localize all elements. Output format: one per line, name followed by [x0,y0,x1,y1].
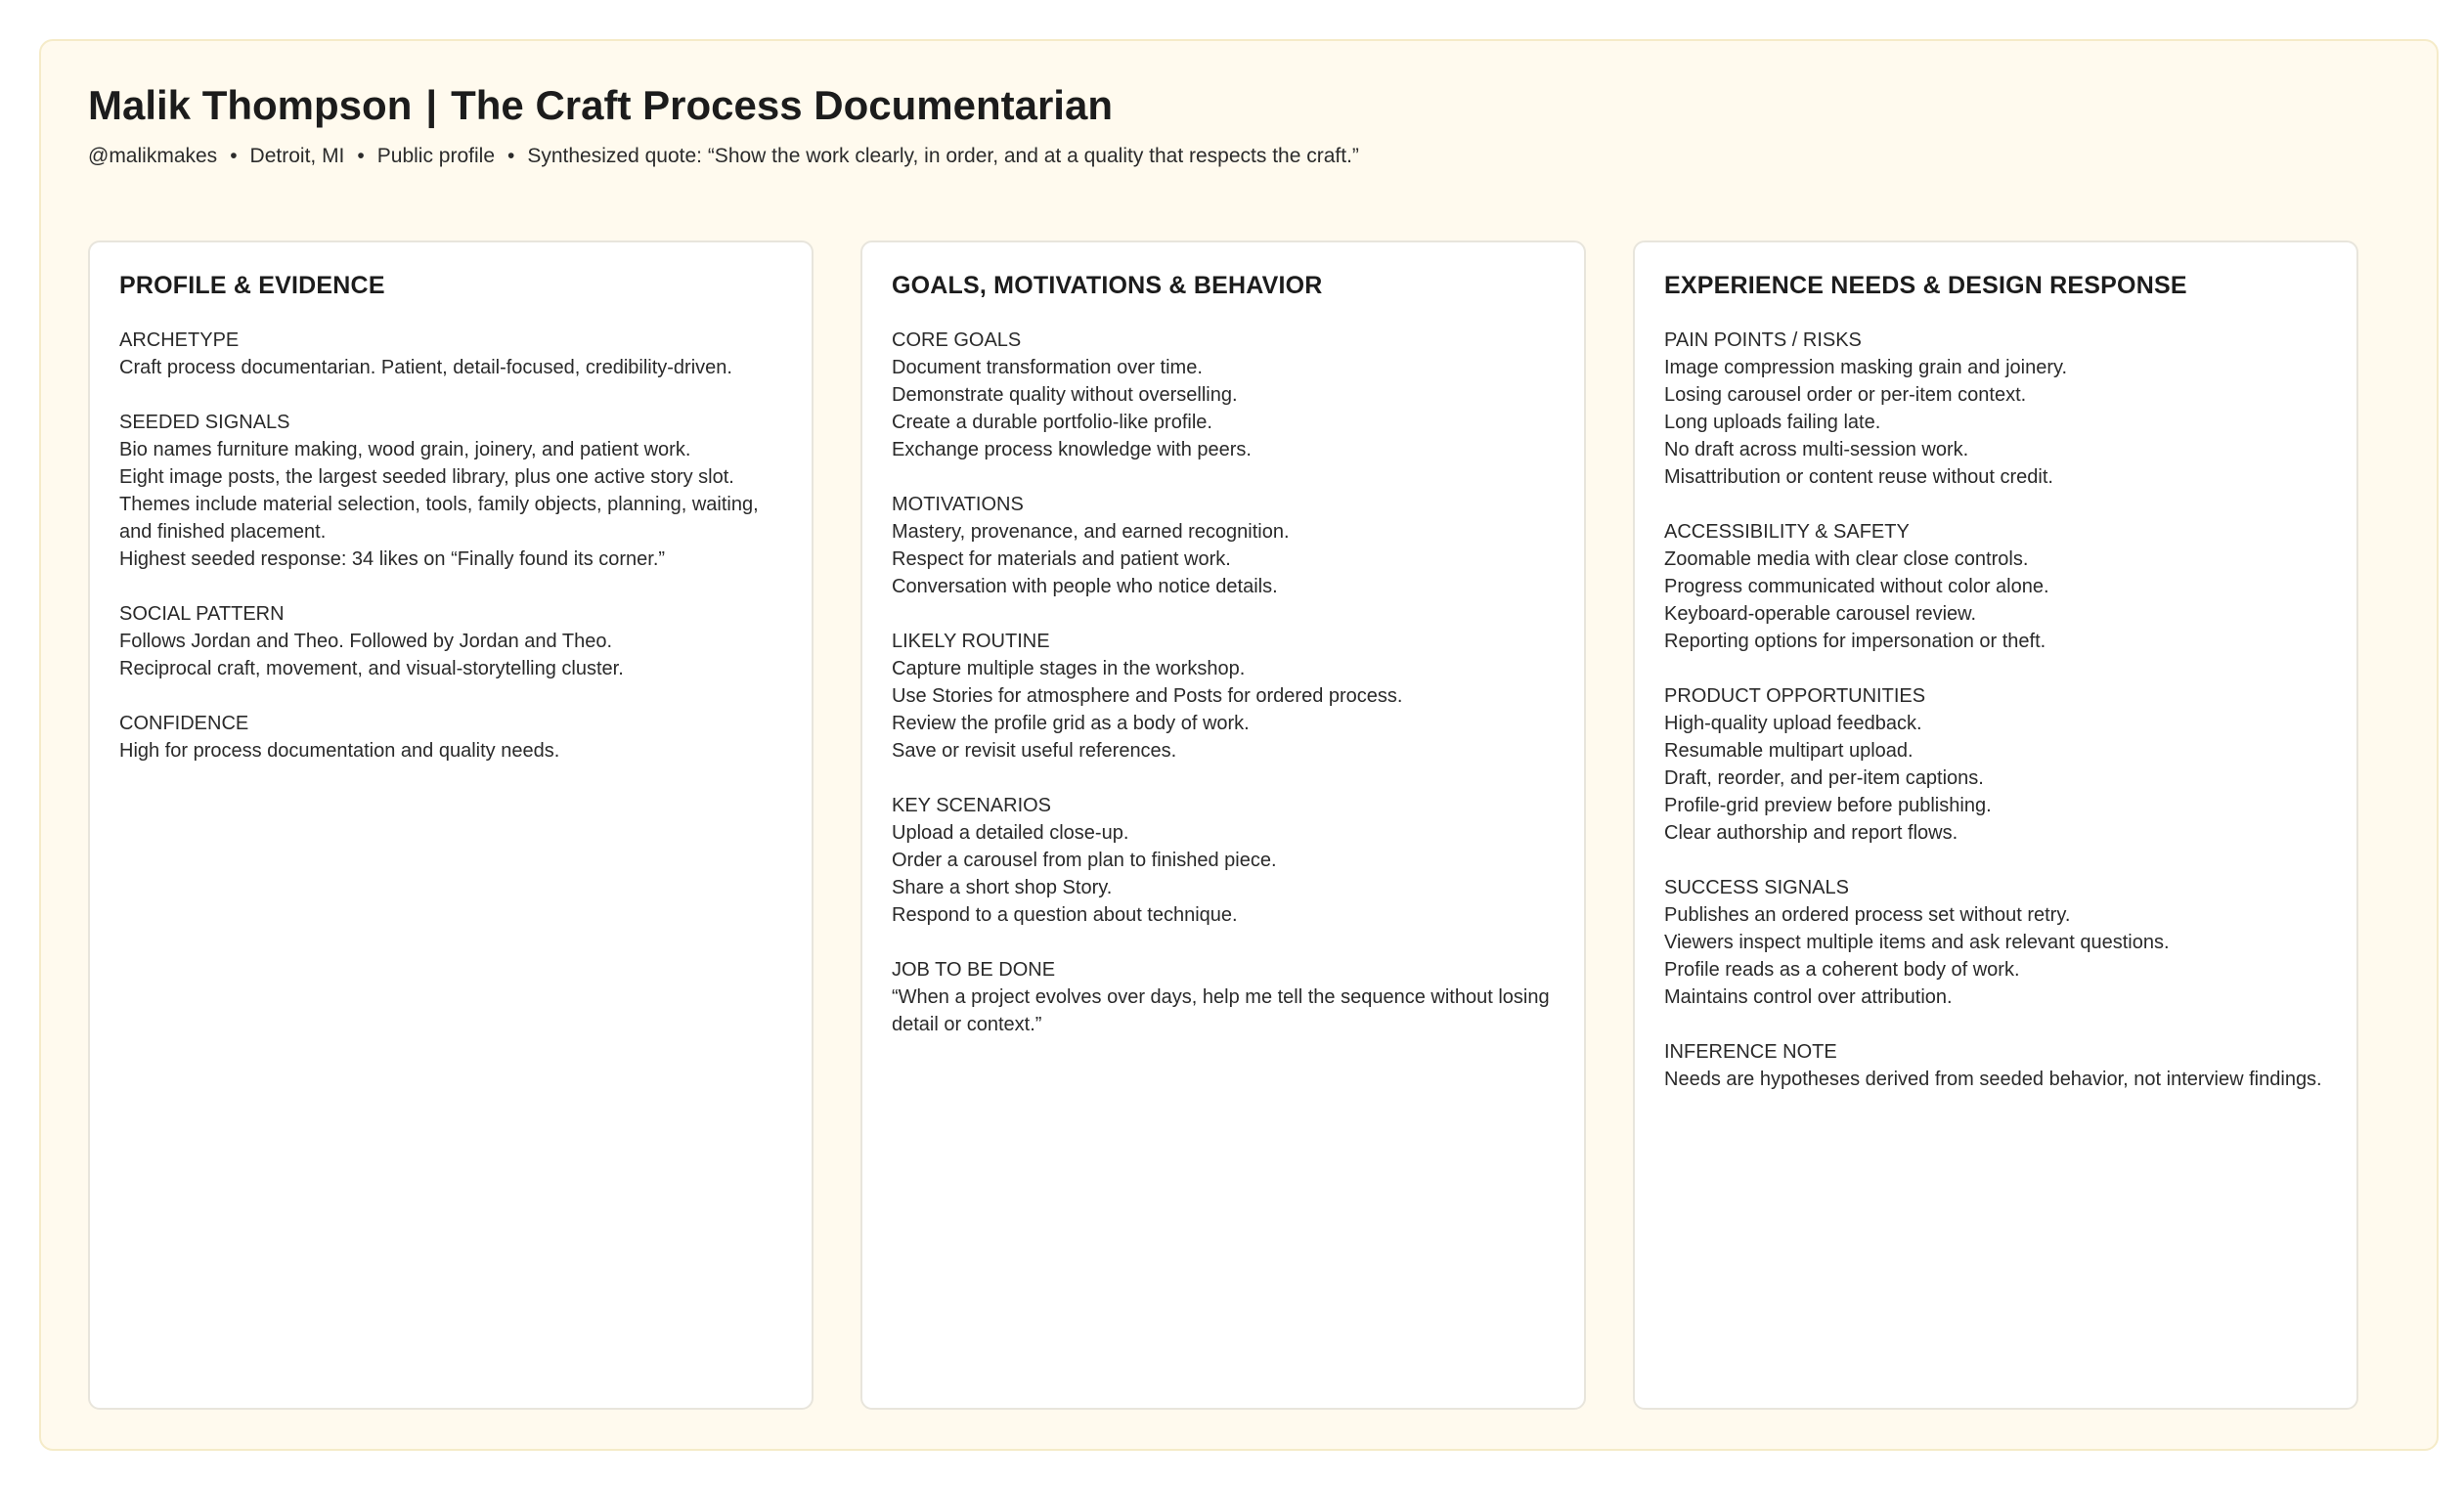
persona-card [39,39,2439,1451]
persona-name: Malik Thompson [88,82,413,128]
section-line: Review the profile grid as a body of work. [892,713,1250,734]
section-line: Conversation with people who notice details. [892,576,1278,597]
section-line: Clear authorship and report flows. [1664,822,1958,844]
section-job-to-be-done [892,956,1555,1038]
section-line: Misattribution or content reuse without credit. [1664,466,2053,488]
section-line: High for process documentation and quality needs. [119,740,560,762]
section-line: Save or revisit useful references. [892,740,1177,762]
section-line: Create a durable portfolio-like profile. [892,412,1212,433]
section-body [1664,1066,2327,1093]
section-body [892,655,1555,765]
meta-separator: • [230,145,238,167]
section-line: Progress communicated without color alone. [1664,576,2049,597]
meta-separator: • [507,145,515,167]
section-line: Craft process documentarian. Patient, detail-focused, credibility-driven. [119,357,732,378]
section-label: ARCHETYPE [119,329,240,351]
section-body [119,628,782,682]
meta-separator: • [357,145,365,167]
section-line: Eight image posts, the largest seeded library, plus one active story slot. [119,466,734,488]
section-core-goals [892,327,1555,463]
section-line: Long uploads failing late. [1664,412,1881,433]
persona-quote: Synthesized quote: “Show the work clearly, in order, and at a quality that respects the craft.” [527,145,1359,167]
section-line: “When a project evolves over days, help me tell the sequence without losing detail or context.” [892,986,1550,1035]
section-body [1664,354,2327,491]
section-label: ACCESSIBILITY & SAFETY [1664,521,1910,543]
section-line: Draft, reorder, and per-item captions. [1664,767,1984,789]
section-line: Resumable multipart upload. [1664,740,1914,762]
section-line: Maintains control over attribution. [1664,986,1953,1008]
section-body [892,518,1555,600]
title-separator: | [425,82,438,128]
section-line: Demonstrate quality without overselling. [892,384,1238,406]
section-product-opportunities [1664,682,2327,847]
section-label: LIKELY ROUTINE [892,631,1050,652]
section-label: KEY SCENARIOS [892,795,1052,816]
section-label: CONFIDENCE [119,713,249,734]
section-line: Profile reads as a coherent body of work. [1664,959,2020,981]
section-body [119,737,782,765]
panel-profile-evidence [88,240,814,1410]
section-success-signals [1664,874,2327,1011]
section-line: Losing carousel order or per-item context. [1664,384,2027,406]
section-pain-points [1664,327,2327,491]
section-line: Viewers inspect multiple items and ask relevant questions. [1664,932,2170,953]
section-body [119,354,782,381]
section-line: Profile-grid preview before publishing. [1664,795,1992,816]
section-line: Capture multiple stages in the workshop. [892,658,1246,679]
panel-title: GOALS, MOTIVATIONS & BEHAVIOR [892,272,1323,299]
section-line: No draft across multi-session work. [1664,439,1969,460]
section-body [1664,546,2327,655]
section-line: Reciprocal craft, movement, and visual-storytelling cluster. [119,658,624,679]
section-line: Upload a detailed close-up. [892,822,1129,844]
section-inference-note [1664,1038,2327,1093]
section-social-pattern [119,600,782,682]
section-line: Needs are hypotheses derived from seeded behavior, not interview findings. [1664,1069,2322,1090]
section-likely-routine [892,628,1555,765]
section-line: Keyboard-operable carousel review. [1664,603,1977,625]
section-label: PRODUCT OPPORTUNITIES [1664,685,1926,707]
section-line: Reporting options for impersonation or theft. [1664,631,2046,652]
section-body [119,436,782,573]
persona-handle: @malikmakes [88,145,218,167]
section-body [1664,901,2327,1011]
panel-experience-needs-design [1633,240,2358,1410]
section-line: Zoomable media with clear close controls. [1664,548,2029,570]
section-key-scenarios [892,792,1555,929]
section-line: Share a short shop Story. [892,877,1113,898]
persona-location: Detroit, MI [249,145,345,167]
section-label: SUCCESS SIGNALS [1664,877,1849,898]
section-line: Follows Jordan and Theo. Followed by Jordan and Theo. [119,631,613,652]
section-body [1664,710,2327,847]
section-label: CORE GOALS [892,329,1022,351]
section-line: Document transformation over time. [892,357,1203,378]
section-line: Exchange process knowledge with peers. [892,439,1252,460]
section-label: PAIN POINTS / RISKS [1664,329,1862,351]
section-accessibility-safety [1664,518,2327,655]
section-label: SOCIAL PATTERN [119,603,285,625]
section-line: Publishes an ordered process set without retry. [1664,904,2071,926]
section-seeded-signals [119,409,782,573]
section-line: Image compression masking grain and joinery. [1664,357,2068,378]
panel-title: EXPERIENCE NEEDS & DESIGN RESPONSE [1664,272,2187,299]
section-label: JOB TO BE DONE [892,959,1056,981]
section-line: Respond to a question about technique. [892,904,1238,926]
section-body [892,819,1555,929]
persona-meta [88,142,1359,171]
section-line: Order a carousel from plan to finished piece. [892,850,1277,871]
section-motivations [892,491,1555,600]
section-body [892,983,1555,1038]
section-line: High-quality upload feedback. [1664,713,1922,734]
section-label: MOTIVATIONS [892,494,1024,515]
section-archetype [119,327,782,381]
section-label: SEEDED SIGNALS [119,412,290,433]
panel-goals-motivations-behavior [860,240,1586,1410]
section-line: Respect for materials and patient work. [892,548,1231,570]
panel-title: PROFILE & EVIDENCE [119,272,385,299]
page-title [88,76,1113,135]
section-line: Highest seeded response: 34 likes on “Finally found its corner.” [119,548,666,570]
persona-visibility: Public profile [376,145,495,167]
section-confidence [119,710,782,765]
section-label: INFERENCE NOTE [1664,1041,1837,1063]
section-line: Mastery, provenance, and earned recognition. [892,521,1290,543]
persona-role: The Craft Process Documentarian [451,82,1113,128]
section-line: Use Stories for atmosphere and Posts for ordered process. [892,685,1403,707]
section-body [892,354,1555,463]
section-line: Bio names furniture making, wood grain, joinery, and patient work. [119,439,691,460]
section-line: Themes include material selection, tools, family objects, planning, waiting, and finished placement. [119,494,759,543]
